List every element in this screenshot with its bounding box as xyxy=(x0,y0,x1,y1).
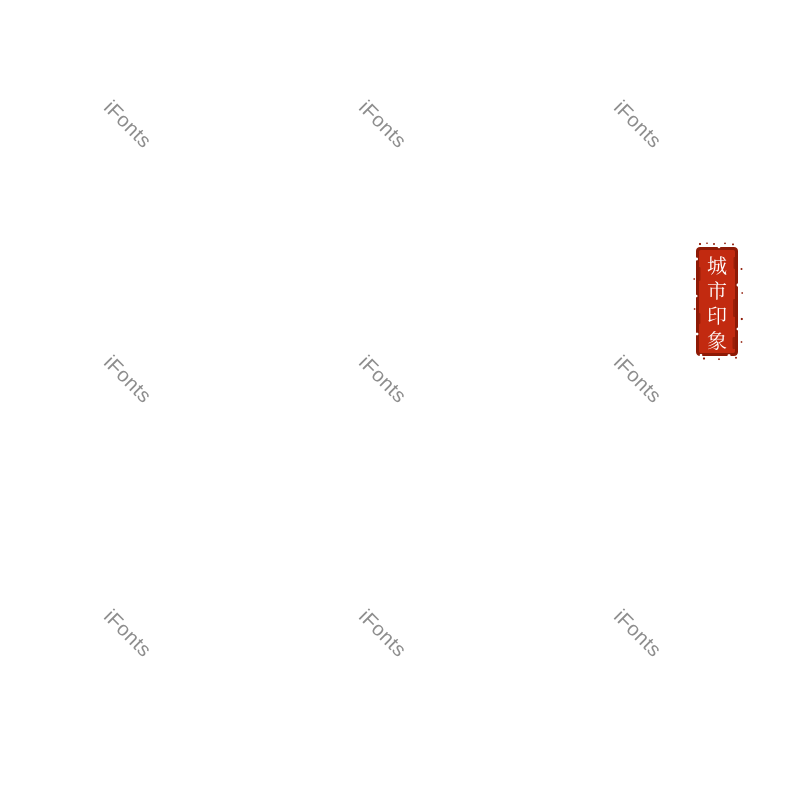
seal-char: 印 xyxy=(707,304,727,328)
seal-char: 象 xyxy=(707,329,727,353)
watermark: iFonts xyxy=(609,351,666,408)
seal-stamp xyxy=(692,241,744,361)
watermark: iFonts xyxy=(609,96,666,153)
watermark: iFonts xyxy=(99,351,156,408)
seal-stamp-graphic xyxy=(692,241,744,361)
watermark: iFonts xyxy=(354,96,411,153)
watermark: iFonts xyxy=(354,351,411,408)
watermark: iFonts xyxy=(99,605,156,662)
watermark: iFonts xyxy=(354,605,411,662)
seal-char: 市 xyxy=(707,279,727,303)
watermark: iFonts xyxy=(609,605,666,662)
seal-char: 城 xyxy=(707,254,727,278)
watermark: iFonts xyxy=(99,96,156,153)
